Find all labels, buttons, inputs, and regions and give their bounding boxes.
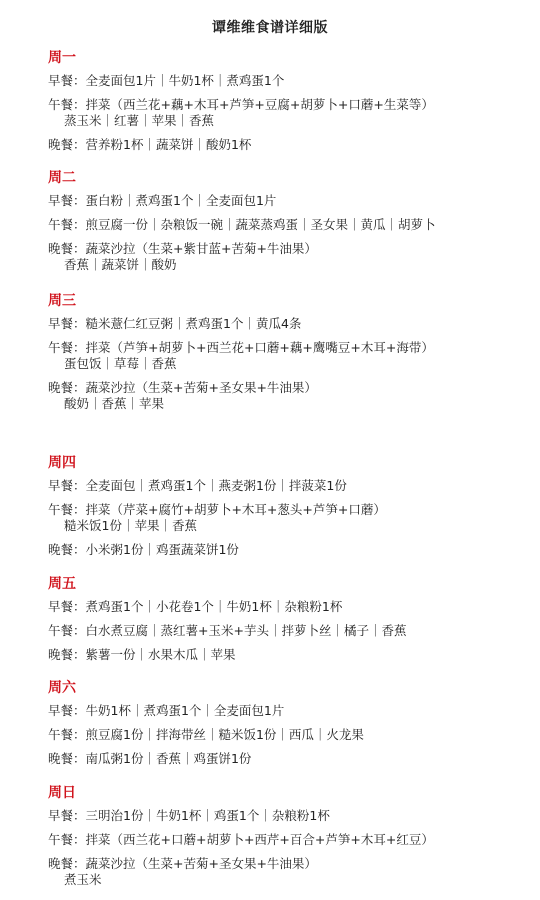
meal-row [48,217,518,233]
meal-row [48,73,518,89]
meal-items: 糙米饭1份｜苹果｜香蕉 [64,518,197,533]
meal-first-line [48,623,518,639]
meal-items: 蔬菜沙拉（生菜+紫甘蓝+苦菊+牛油果） [85,241,317,256]
meal-continuation-line [48,113,518,129]
meal-row [48,478,518,494]
meal-first-line [48,832,518,848]
meal-label: 早餐： [48,599,86,614]
meal-label: 晚餐： [48,137,86,152]
meal-items: 蔬菜沙拉（生菜+苦菊+圣女果+牛油果） [85,380,317,395]
day-section [48,680,518,767]
meal-label: 午餐： [48,832,86,847]
meal-first-line [48,380,518,396]
meal-row [48,241,518,273]
meal-label: 午餐： [48,502,86,517]
meal-label: 午餐： [48,340,86,355]
meal-label: 早餐： [48,73,86,88]
meal-first-line [48,727,518,743]
meal-items: 煮玉米 [64,872,102,887]
meal-row [48,623,518,639]
meal-row [48,340,518,372]
meal-first-line [48,316,518,332]
meal-label: 晚餐： [48,542,86,557]
meal-label: 早餐： [48,808,86,823]
meal-continuation-line [48,396,518,412]
meal-items: 蛋白粉｜煮鸡蛋1个｜全麦面包1片 [85,193,277,208]
meal-first-line [48,856,518,872]
meal-row [48,703,518,719]
meal-first-line [48,808,518,824]
meal-items: 白水煮豆腐｜蒸红薯+玉米+芋头｜拌萝卜丝｜橘子｜香蕉 [85,623,407,638]
day-section [48,293,518,412]
meal-first-line [48,478,518,494]
meal-items: 营养粉1杯｜蔬菜饼｜酸奶1杯 [85,137,252,152]
meal-items: 牛奶1杯｜煮鸡蛋1个｜全麦面包1片 [85,703,285,718]
meal-label: 早餐： [48,703,86,718]
meal-label: 早餐： [48,193,86,208]
meal-continuation-line [48,872,518,888]
meal-first-line [48,73,518,89]
meal-row [48,316,518,332]
meal-row [48,832,518,848]
meal-first-line [48,703,518,719]
meal-items: 拌菜（西兰花+口蘑+胡萝卜+西芹+百合+芦笋+木耳+红豆） [85,832,434,847]
meal-items: 拌菜（芹菜+腐竹+胡萝卜+木耳+葱头+芦笋+口蘑） [85,502,386,517]
meal-items: 三明治1份｜牛奶1杯｜鸡蛋1个｜杂粮粉1杯 [85,808,330,823]
meal-row [48,542,518,558]
meal-first-line [48,599,518,615]
meal-row [48,808,518,824]
meal-items: 全麦面包｜煮鸡蛋1个｜燕麦粥1份｜拌菠菜1份 [85,478,347,493]
meal-row [48,193,518,209]
meal-items: 拌菜（西兰花+藕+木耳+芦笋+豆腐+胡萝卜+口蘑+生菜等） [85,97,434,112]
meal-items: 煎豆腐一份｜杂粮饭一碗｜蔬菜蒸鸡蛋｜圣女果｜黄瓜｜胡萝卜 [85,217,436,232]
meal-row [48,751,518,767]
meal-items: 糙米薏仁红豆粥｜煮鸡蛋1个｜黄瓜4条 [85,316,302,331]
meal-first-line [48,193,518,209]
meal-label: 早餐： [48,478,86,493]
meal-first-line [48,97,518,113]
meal-label: 早餐： [48,316,86,331]
meal-first-line [48,217,518,233]
day-section [48,785,518,888]
meal-items: 蔬菜沙拉（生菜+苦菊+圣女果+牛油果） [85,856,317,871]
meal-first-line [48,137,518,153]
meal-row [48,647,518,663]
day-heading: 周一 [48,50,76,66]
day-section [48,455,518,558]
page-title: 谭维维食谱详细版 [212,20,328,36]
meal-row [48,380,518,412]
meal-first-line [48,502,518,518]
meal-first-line [48,751,518,767]
meal-label: 晚餐： [48,380,86,395]
day-heading: 周五 [48,576,76,592]
meal-label: 晚餐： [48,856,86,871]
meal-label: 午餐： [48,217,86,232]
meal-row [48,97,518,129]
meal-first-line [48,542,518,558]
meal-label: 晚餐： [48,647,86,662]
meal-items: 拌菜（芦笋+胡萝卜+西兰花+口蘑+藕+鹰嘴豆+木耳+海带） [85,340,434,355]
meal-row [48,502,518,534]
meal-row [48,727,518,743]
meal-continuation-line [48,257,518,273]
meal-items: 蛋包饭｜草莓｜香蕉 [64,356,177,371]
day-heading: 周二 [48,170,76,186]
meal-items: 南瓜粥1份｜香蕉｜鸡蛋饼1份 [85,751,252,766]
meal-items: 煮鸡蛋1个｜小花卷1个｜牛奶1杯｜杂粮粉1杯 [85,599,343,614]
meal-items: 香蕉｜蔬菜饼｜酸奶 [64,257,177,272]
meal-items: 紫薯一份｜水果木瓜｜苹果 [85,647,236,662]
day-heading: 周三 [48,293,76,309]
meal-first-line [48,647,518,663]
day-section [48,576,518,663]
meal-row [48,856,518,888]
meal-label: 晚餐： [48,241,86,256]
meal-items: 煎豆腐1份｜拌海带丝｜糙米饭1份｜西瓜｜火龙果 [85,727,364,742]
meal-row [48,599,518,615]
meal-continuation-line [48,356,518,372]
day-heading: 周四 [48,455,76,471]
meal-label: 晚餐： [48,751,86,766]
meal-first-line [48,241,518,257]
day-heading: 周日 [48,785,76,801]
meal-first-line [48,340,518,356]
day-section [48,170,518,273]
day-heading: 周六 [48,680,76,696]
meal-label: 午餐： [48,623,86,638]
meal-items: 酸奶｜香蕉｜苹果 [64,396,165,411]
meal-label: 午餐： [48,97,86,112]
day-section [48,50,518,153]
meal-items: 小米粥1份｜鸡蛋蔬菜饼1份 [85,542,239,557]
meal-items: 蒸玉米｜红薯｜苹果｜香蕉 [64,113,215,128]
meal-row [48,137,518,153]
meal-items: 全麦面包1片｜牛奶1杯｜煮鸡蛋1个 [85,73,285,88]
meal-label: 午餐： [48,727,86,742]
meal-continuation-line [48,518,518,534]
